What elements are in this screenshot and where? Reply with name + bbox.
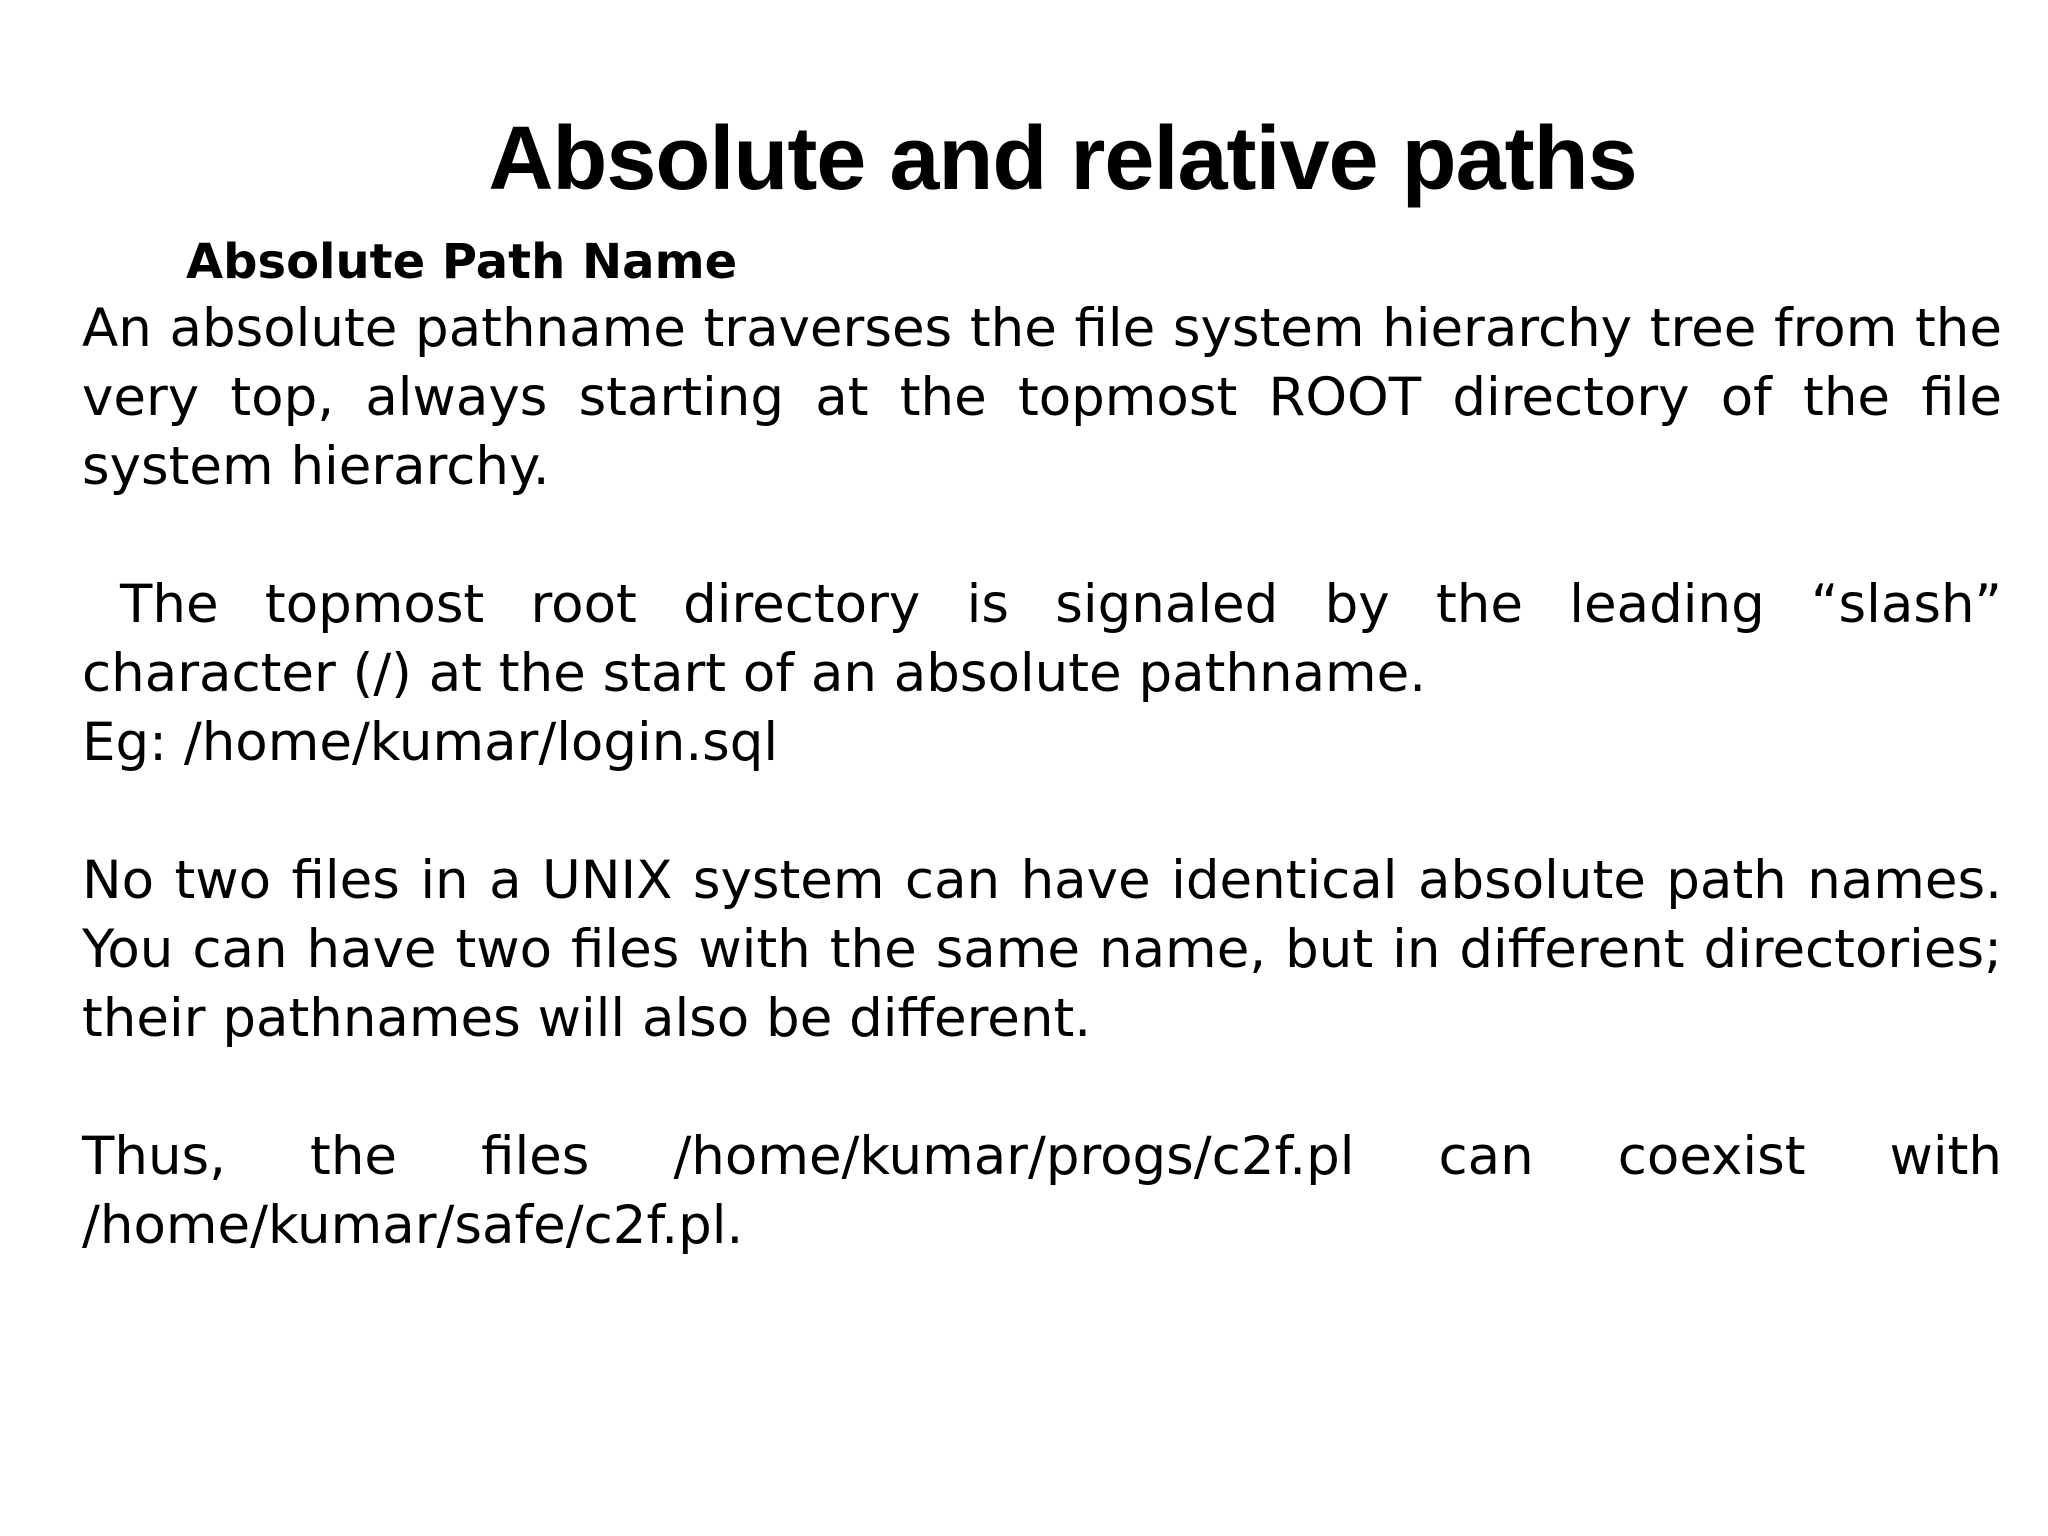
section-heading: Absolute Path Name: [186, 234, 738, 290]
example-path: Eg: /home/kumar/login.sql: [82, 712, 779, 773]
paragraph-absolute-pathname: An absolute pathname traverses the file system hierarchy tree from the very top, always starting at the topmost ROOT directory of the file system hierarchy.: [82, 298, 2002, 497]
paragraph-unique-paths: No two files in a UNIX system can have identical absolute path names. You can have two files with the same name, but in different directories; their pathnames will also be different.: [82, 850, 2002, 1049]
slide-body: [82, 230, 2002, 1329]
paragraph-coexist-example: Thus, the files /home/kumar/progs/c2f.pl can coexist with /home/kumar/safe/c2f.pl.: [82, 1126, 2002, 1256]
paragraph-root-slash: The topmost root directory is signaled by the leading “slash” character (/) at the start of an absolute pathname.: [82, 574, 2002, 704]
slide-title: Absolute and relative paths: [488, 109, 1637, 209]
